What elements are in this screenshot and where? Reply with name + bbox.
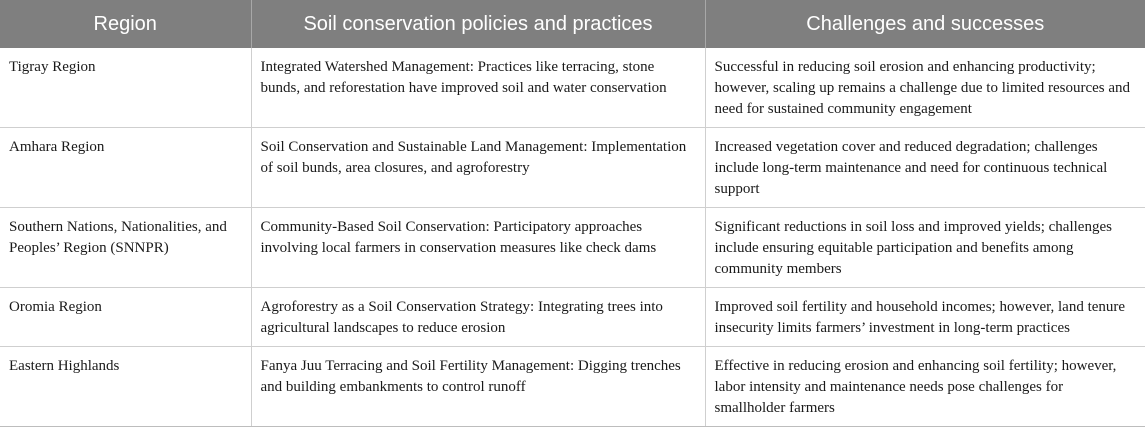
cell-challenges: Improved soil fertility and household incomes; however, land tenure insecurity limits farmers’ investment in long-term practices	[705, 287, 1145, 346]
table-row	[0, 127, 1145, 207]
cell-policies: Community-Based Soil Conservation: Participatory approaches involving local farmers in conservation measures like check dams	[251, 207, 705, 287]
cell-challenges: Significant reductions in soil loss and improved yields; challenges include ensuring equitable participation and benefits among community members	[705, 207, 1145, 287]
table-row	[0, 207, 1145, 287]
cell-challenges: Effective in reducing erosion and enhancing soil fertility; however, labor intensity and maintenance needs pose challenges for smallholder farmers	[705, 346, 1145, 426]
cell-challenges: Successful in reducing soil erosion and enhancing productivity; however, scaling up remains a challenge due to limited resources and need for sustained community engagement	[705, 48, 1145, 127]
table-header	[0, 0, 1145, 48]
header-row	[0, 0, 1145, 48]
cell-region: Oromia Region	[0, 287, 251, 346]
cell-policies: Soil Conservation and Sustainable Land Management: Implementation of soil bunds, area closures, and agroforestry	[251, 127, 705, 207]
cell-region: Tigray Region	[0, 48, 251, 127]
cell-region: Amhara Region	[0, 127, 251, 207]
header-challenges: Challenges and successes	[705, 0, 1145, 48]
table-row	[0, 48, 1145, 127]
cell-policies: Integrated Watershed Management: Practices like terracing, stone bunds, and reforestation have improved soil and water conservation	[251, 48, 705, 127]
table-row	[0, 287, 1145, 346]
cell-region: Southern Nations, Nationalities, and Peoples’ Region (SNNPR)	[0, 207, 251, 287]
cell-region: Eastern Highlands	[0, 346, 251, 426]
header-region: Region	[0, 0, 251, 48]
cell-policies: Fanya Juu Terracing and Soil Fertility Management: Digging trenches and building embankments to control runoff	[251, 346, 705, 426]
header-policies: Soil conservation policies and practices	[251, 0, 705, 48]
table-row	[0, 346, 1145, 426]
cell-challenges: Increased vegetation cover and reduced degradation; challenges include long-term maintenance and need for continuous technical support	[705, 127, 1145, 207]
table-body	[0, 48, 1145, 426]
cell-policies: Agroforestry as a Soil Conservation Strategy: Integrating trees into agricultural landscapes to reduce erosion	[251, 287, 705, 346]
